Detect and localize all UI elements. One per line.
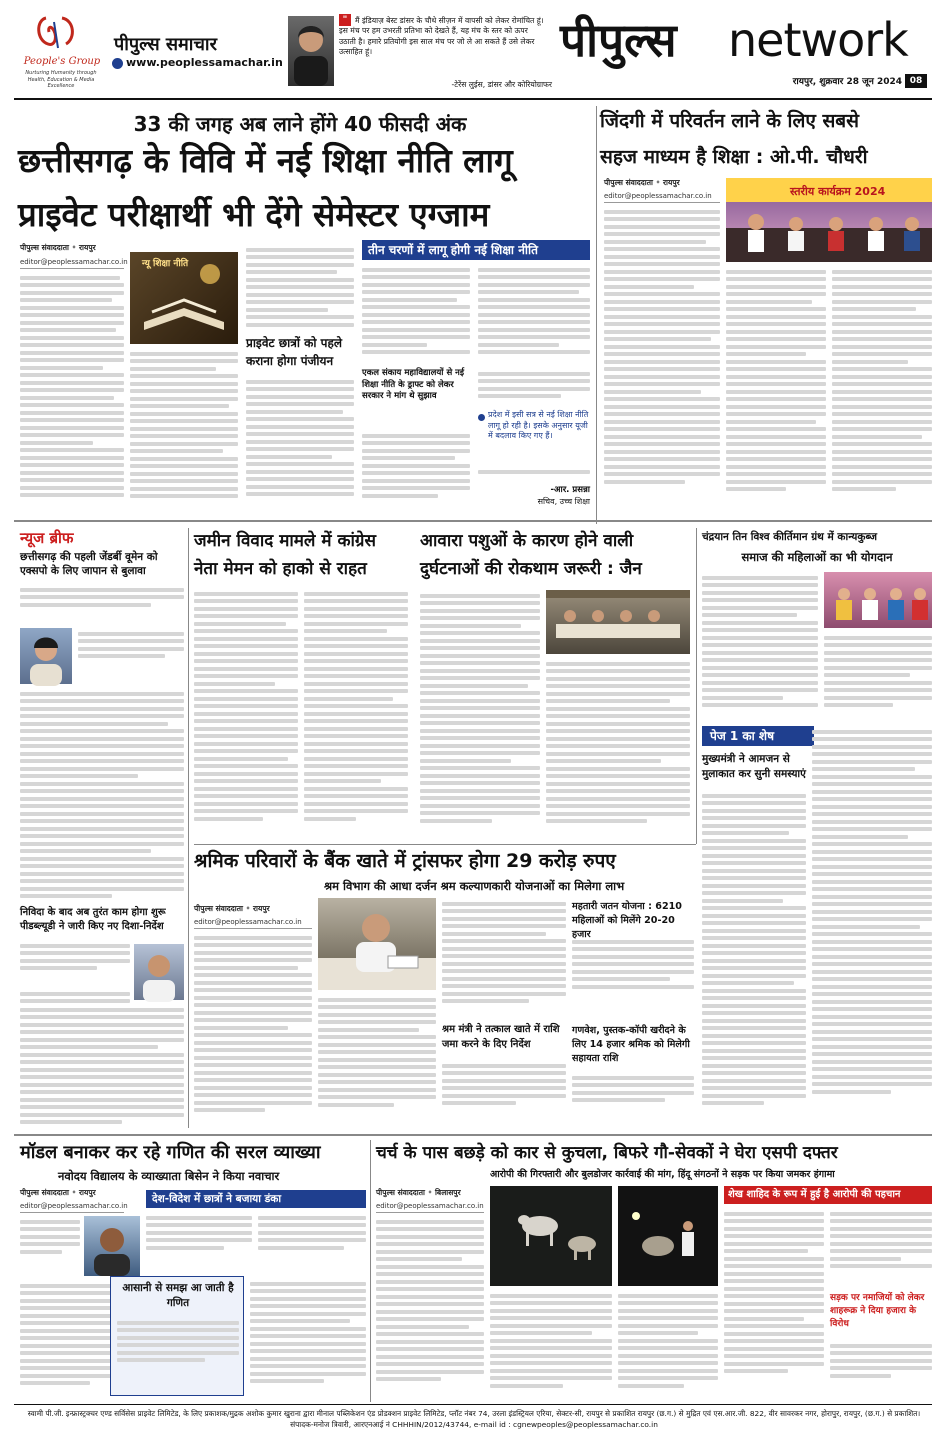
byline-text: पीपुल्स संवाददाता <box>20 1188 69 1197</box>
right-email: editor@peoplessamachar.co.in <box>604 192 720 203</box>
quote-author-photo <box>288 16 334 86</box>
news-brief-photo <box>20 628 72 684</box>
news-brief-text-3 <box>20 688 184 904</box>
page-number: 08 <box>905 74 927 88</box>
granth-headline-1: चंद्रयान तिन विश्व कीर्तिमान ग्रंथ में कान्यकुब्ज <box>702 531 878 543</box>
church-subhead: आरोपी की गिरफ्तारी और बुलडोजर कार्रवाई की मांग, हिंदू संगठनों ने सड़क पर किया जमकर हंगामा <box>490 1169 835 1180</box>
labour-box-1: महतारी जतन योजना : 6210 महिलाओं को मिलेंगे 20-20 हजार <box>572 901 682 940</box>
brand-name: पीपुल्स समाचार <box>114 34 217 55</box>
labour-col-1-text <box>194 932 312 1128</box>
model-col-4-text <box>250 1278 366 1400</box>
lead-email: editor@peoplessamachar.co.in <box>20 258 124 269</box>
lead-signature-name: -आर. प्रसन्ना <box>550 485 590 495</box>
news-brief-text-6 <box>20 1004 184 1136</box>
model-callout: आसानी से समझ आ जाती है गणित <box>122 1282 234 1309</box>
lead-col-3-text-bottom <box>246 376 354 508</box>
model-band: देश-विदेश में छात्रों ने बजाया डंका <box>146 1190 366 1208</box>
model-headline: मॉडल बनाकर कर रहे गणित की सरल व्याख्या <box>20 1142 321 1163</box>
lead-right-text <box>478 368 590 408</box>
labour-box-3: श्रम मंत्री ने तत्काल खाते में राशि जमा करने के दिए निर्देश <box>442 1024 560 1050</box>
congress-col-1-text <box>194 588 298 840</box>
model-subhead: नवोदय विद्यालय के व्याख्याता बिसेन ने किया नवाचार <box>58 1169 280 1183</box>
labour-col-4b-text <box>572 1072 694 1128</box>
lead-kicker: 33 की जगह अब लाने होंगे 40 फीसदी अंक <box>133 112 467 136</box>
group-tagline: Nurturing Humanity through Health, Education & Media Excellence <box>25 70 97 89</box>
granth-divider <box>696 528 697 844</box>
lead-subhead: प्राइवेट छात्रों को पहले कराना होगा पंजीयन <box>246 336 342 368</box>
byline-text: पीपुल्स संवाददाता <box>604 178 653 187</box>
event-banner-text: स्तरीय कार्यक्रम 2024 <box>790 185 886 198</box>
model-callout-text <box>117 1317 239 1391</box>
lead-band-col-2 <box>478 264 590 364</box>
imprint: स्वामी पी.जी. इन्फ्रास्ट्रक्चर एण्ड सर्विसेस प्राइवेट लिमिटेड, के लिए प्रकाशक/मुद्रक अशोक कुमार खुराना द्वारा मीनाल पब्लिकेशन एंड प्रोडक्शन प्राइवेट लिमिटेड, प्लॉट नंबर 74, उरला इंडस्ट्रियल एरिया, सेक्टर-सी, रायपुर से प्रकाशित रायपुर (छ.ग.) से मुद्रित एवं एस.आर.जी. 822, वीर सावरकर नगर, होरापुर, रायपुर, (छ.ग.) से प्रकाशित। संपादक-मनोज त्रिवारी, आरएनआई नं CHHHIN/2012/43744, e-mail id : cgnewpeoples@peoplessamachar.co.in <box>27 1409 921 1429</box>
page1-label: पेज 1 का शेष <box>702 726 814 746</box>
church-side-text-3 <box>830 1340 932 1400</box>
lead-note-icon <box>478 414 485 421</box>
lead-headline-1: छत्तीसगढ़ के विवि में नई शिक्षा नीति लागू <box>18 141 513 180</box>
masthead <box>0 0 945 100</box>
website: www.peoplessamachar.in <box>126 56 283 69</box>
news-brief-photo-2 <box>134 944 184 1000</box>
globe-icon <box>112 58 123 69</box>
model-col-2-text <box>146 1212 252 1274</box>
model-col-1-text <box>20 1216 80 1274</box>
title-hindi: पीपुल्स <box>560 13 677 67</box>
lead-col-2-text <box>130 348 238 508</box>
labour-col-2-text <box>318 994 436 1128</box>
congress-headline-2: नेता मेमन को हाको से राहत <box>194 559 367 579</box>
byline-city: रायपुर <box>662 178 680 187</box>
model-teacher-photo <box>84 1216 140 1276</box>
church-side-head: शेख शाहिद के रूप में हुई है आरोपी की पहचान <box>724 1186 932 1204</box>
labour-byline: पीपुल्स संवाददाता • रायपुर <box>194 904 270 913</box>
news-brief-text-2 <box>78 628 184 684</box>
church-col-2-text <box>490 1290 612 1400</box>
right-byline: पीपुल्स संवाददाता • रायपुर <box>604 178 680 187</box>
cattle-meeting-photo <box>546 590 690 654</box>
church-col-1-text <box>376 1216 484 1400</box>
labour-subhead: श्रम विभाग की आधा दर्जन श्रम कल्याणकारी योजनाओं का मिलेगा लाभ <box>324 879 625 893</box>
peoples-group-logo <box>32 14 84 54</box>
news-brief-text-4 <box>20 940 130 984</box>
granth-text-2 <box>824 632 932 722</box>
quote-icon: " <box>339 14 351 26</box>
lead-note-text: प्रदेश में इसी सत्र से नई शिक्षा नीति लागू हो रही है। इसके अनुसार यूजी में बदलाव किए गए हैं। <box>488 410 589 441</box>
column-divider <box>596 106 597 524</box>
right-headline-2: सहज माध्यम है शिक्षा : ओ.पी. चौधरी <box>600 146 868 168</box>
byline-city: रायपुर <box>252 904 270 913</box>
model-callout-box <box>110 1276 244 1396</box>
page1-col-1-text <box>702 790 806 1126</box>
right-col-1-text <box>604 206 720 508</box>
cattle-col-2-text <box>546 658 690 840</box>
byline-city: रायपुर <box>78 1188 96 1197</box>
lead-mid-subhead: एकल संकाय महाविद्यालयों से नई शिक्षा नीति के ड्राफ्ट को लेकर सरकार ने मांग थे सुझाव <box>362 368 465 401</box>
church-side-head-2: सड़क पर नमाजियों को लेकर शाहरूक्र ने दिया हजारा के विरोध <box>830 1293 925 1329</box>
quote-author: -टेरेंस लुईस, डांसर और कोरियोग्राफर <box>451 80 552 89</box>
model-col-3-text <box>258 1212 366 1274</box>
lead-byline: पीपुल्स संवाददाता • रायपुर <box>20 243 96 252</box>
lead-note-cont <box>478 466 590 480</box>
congress-col-2-text <box>304 588 408 840</box>
cattle-headline-1: आवारा पशुओं के कारण होने वाली <box>420 531 634 551</box>
title-english: network <box>728 13 908 67</box>
cattle-col-1-text <box>420 590 540 840</box>
masthead-rule <box>14 98 932 100</box>
byline-text: पीपुल्स संवाददाता <box>376 1188 425 1197</box>
labour-col-4-text <box>572 936 694 1020</box>
labour-box-2: गणवेश, पुस्तक-कॉपी खरीदने के लिए 14 हजार श्रमिक को मिलेगी सहायता राशि <box>572 1025 690 1064</box>
labour-top-rule <box>194 844 696 845</box>
right-headline-1: जिंदगी में परिवर्तन लाने के लिए सबसे <box>600 110 859 132</box>
dateline: रायपुर, शुक्रवार 28 जून 2024 <box>792 77 902 87</box>
quote-text: मैं इंडियाज़ बेस्ट डांसर के चौथे सीज़न में वापसी को लेकर रोमांचित हूं। इस मंच पर हम उभरती प्रतिभा को देखते हैं, यह मंच के स्तर को ऊपर उठाती है। हमारे प्रतियोगी इस साल मंच पर जो ले आ सकते हैं उसे लेकर उत्साहित हूं। <box>339 16 544 57</box>
group-name: People's Group <box>23 56 101 67</box>
model-divider <box>370 1140 371 1402</box>
brief-divider <box>188 528 189 1128</box>
imprint-rule <box>14 1404 932 1405</box>
granth-photo <box>824 572 932 628</box>
lead-band-col-1 <box>362 264 470 364</box>
page1-col-2-text <box>812 726 932 1126</box>
labour-col-3-text <box>442 898 566 1018</box>
news-brief-label: न्यूज ब्रीफ <box>20 529 74 547</box>
section-rule-1 <box>14 520 932 522</box>
church-col-3-text <box>618 1290 718 1400</box>
labour-col-3b-text <box>442 1060 566 1128</box>
byline-text: पीपुल्स संवाददाता <box>194 904 243 913</box>
model-byline: पीपुल्स संवाददाता • रायपुर <box>20 1188 96 1197</box>
byline-city: बिलासपुर <box>434 1188 461 1197</box>
congress-headline-1: जमीन विवाद मामले में कांग्रेस <box>194 531 376 551</box>
labour-email: editor@peoplessamachar.co.in <box>194 918 312 929</box>
labour-headline: श्रमिक परिवारों के बैंक खाते में ट्रांसफर होगा 29 करोड़ रुपए <box>194 850 616 872</box>
byline-city: रायपुर <box>78 243 96 252</box>
right-col-3-text <box>832 266 932 508</box>
church-protest-photo <box>618 1186 718 1286</box>
section-rule-2 <box>14 1134 932 1136</box>
church-headline: चर्च के पास बछड़े को कार से कुचला, बिफरे गौ-सेवकों ने घेरा एसपी दफ्तर <box>376 1143 838 1163</box>
lead-col-3-text-top <box>246 244 354 332</box>
lead-col-1-text <box>20 272 124 508</box>
lead-photo-caption: न्यू शिक्षा नीति <box>142 259 189 269</box>
lead-band-title: तीन चरणों में लागू होगी नई शिक्षा नीति <box>362 240 590 260</box>
church-side-text-2 <box>830 1208 932 1288</box>
cattle-headline-2: दुर्घटनाओं की रोकथाम जरूरी : जैन <box>420 559 642 579</box>
church-email: editor@peoplessamachar.co.in <box>376 1202 484 1213</box>
page1-headline: मुख्यमंत्री ने आमजन से मुलाकात कर सुनी समस्याएं <box>702 753 806 780</box>
lead-mid-text <box>362 430 470 508</box>
granth-text-1 <box>702 572 818 722</box>
lead-signature-title: सचिव, उच्च शिक्षा <box>537 497 590 506</box>
right-col-2-text <box>726 266 826 508</box>
news-brief-headline: छत्तीसगढ़ की पहली जेंडर्बी वूमेन को एक्सपो के लिए जापान से बुलावा <box>20 551 158 577</box>
lead-headline-2: प्राइवेट परीक्षार्थी भी देंगे सेमेस्टर एग्जाम <box>18 195 490 234</box>
news-brief-headline-2: निविदा के बाद अब तुरंत काम होगा शुरू पीडब्ल्यूडी ने जारी किए नए दिशा-निर्देश <box>20 907 166 932</box>
granth-headline-2: समाज की महिलाओं का भी योगदान <box>741 550 893 564</box>
labour-minister-photo <box>318 898 436 990</box>
news-brief-text-1 <box>20 584 184 624</box>
byline-text: पीपुल्स संवाददाता <box>20 243 69 252</box>
model-email: editor@peoplessamachar.co.in <box>20 1202 124 1213</box>
church-side-text <box>724 1208 824 1396</box>
church-byline: पीपुल्स संवाददाता • बिलासपुर <box>376 1188 461 1197</box>
church-cow-photo <box>490 1186 612 1286</box>
